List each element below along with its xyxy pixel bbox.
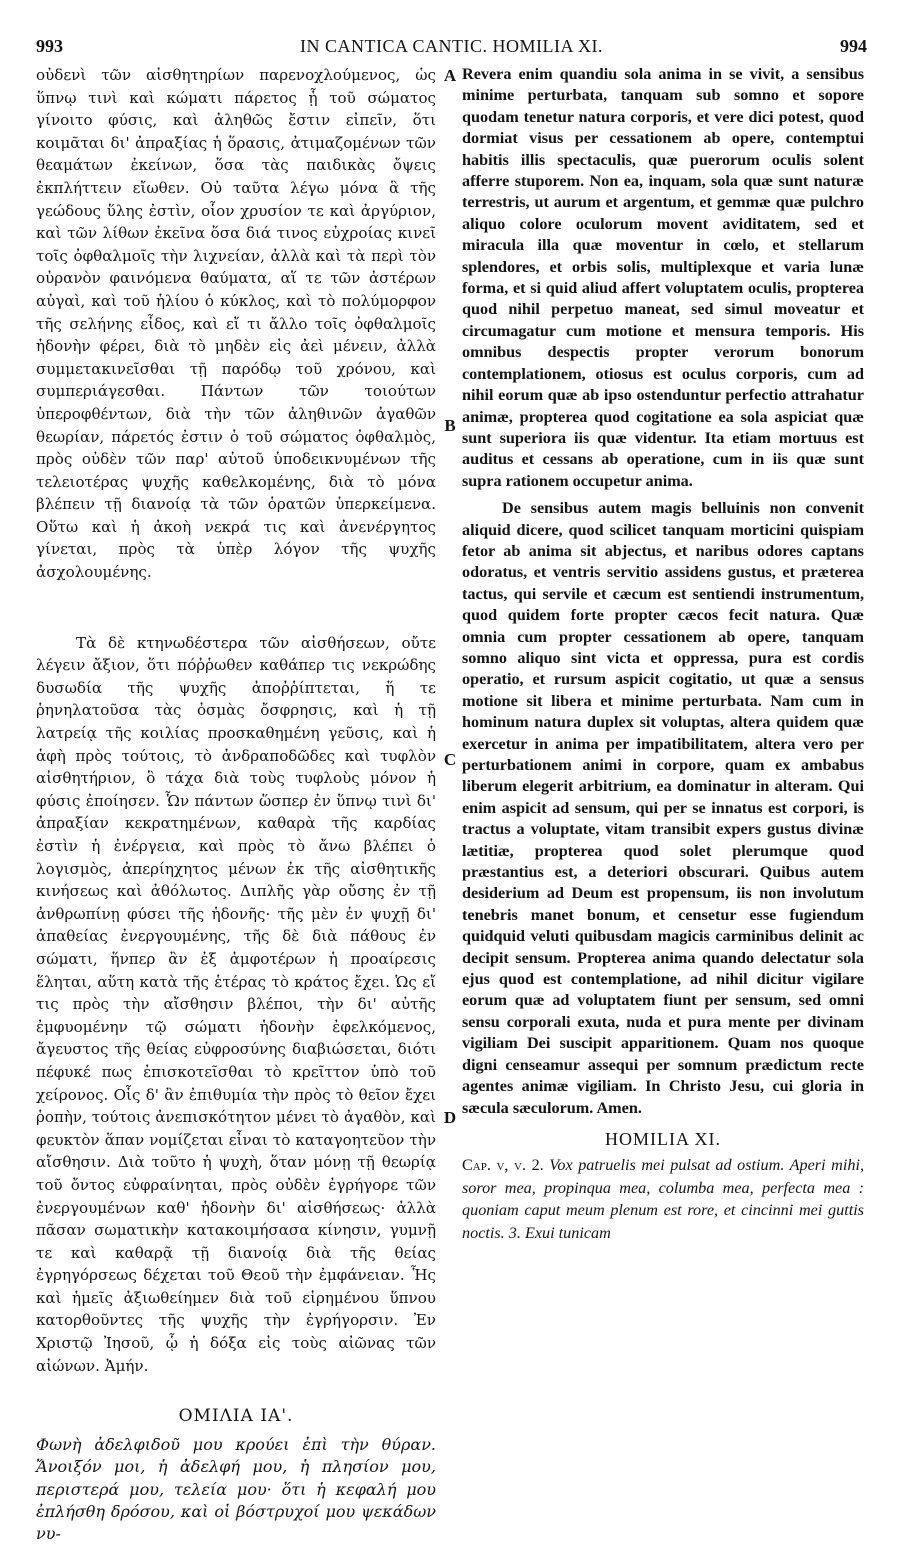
margin-marker-c: C — [443, 750, 457, 769]
margin-marker-a: A — [443, 66, 457, 85]
greek-paragraph-1: οὐδενὶ τῶν αἰσθητηρίων παρενοχλούμενος, ὡς ὕπνῳ τινὶ καὶ κώματι πάρετος ᾗ τοῦ σώματος γίνοιτο φύσις, καὶ ἀληθῶς ἔστιν εἰπεῖν, ὅτι κοιμᾶται δι' ἀπραξίας ἡ ὅρασις, ἀτιμαζομένων τῶν θεαμάτων ἐκείνων, ὅσα τὰς παιδικὰς ὄψεις ἐκπλήττειν εἴωθεν. Οὐ ταῦτα λέγω μόνα ἃ τῆς γεώδους ὕλης ἐστὶν, οἷον χρυσίον τε καὶ ἀργύριον, καὶ τῶν λίθων ἐκεῖνα ὅσα διά τινος εὐχροίας κινεῖ τοῖς ὀφθαλμοῖς τὴν λιχνείαν, ἀλλὰ καὶ τὰ περὶ τὸν οὐρανὸν φαινόμενα θαύματα, αἵ τε τῶν ἀστέρων αὐγαὶ, καὶ τοῦ ἡλίου ὁ κύκλος, καὶ τὸ πολύμορφον τῆς σελήνης εἶδος, καὶ εἴ τι ἄλλο τοῖς ὀφθαλμοῖς ἡδονὴν φέρει, διὰ τὸ μηδὲν εἰς ἀεὶ μένειν, ἀλλὰ συμμετακινεῖσθαι τῇ παρόδῳ τοῦ χρόνου, καὶ συμπεριάγεσθαι. Πάντων τῶν τοιούτων ὑπεροφθέντων, διὰ τὴν τῶν ἀληθινῶν ἀγαθῶν θεωρίαν, πάρετός ἐστιν ὁ τοῦ σώματος ὀφθαλμὸς, πρὸς οὐδὲν τῶν παρ' αὐτοῦ ὑποδεικνυμένων τῆς τελειοτέρας ψυχῆς καθελκομένης, διὰ τὸ μόνα βλέπειν τῇ διανοίᾳ τὰ τῶν ὁρατῶν ὑπερκείμενα. Οὕτω καὶ ἡ ἀκοὴ νεκρά τις καὶ ἀνενέργητος γίνεται, πρὸς τὰ ὑπὲρ λόγον τῆς ψυχῆς ἀσχολουμένης. — [36, 66, 436, 582]
latin-paragraph-2: De sensibus autem magis belluinis non convenit aliquid dicere, quod scilicet tanquam morticini quispiam fetor ab anima sit abjectus, et naribus odores captans odoratus, et ventris servitio assidens gustus, et præterea tactus, qui servile et cæcum est sentiendi instrumentum, quod quidem forte propter cæcos fecit natura. Quæ omnia cum propter cessationem ab opere, tanquam somno aliquo sint victa et oppressa, pura est cordis operatio, et rursum aspicit cogitatio, ut quæ a sensus motione sit libera et minime perturbata. Nam cum in hominum natura duplex sit voluptas, altera quidem quæ exercetur in anima per impatibilitatem, altera vero per perturbationem animi in corpore, quam ex ambabus liberum elegerit arbitrium, ea dominatur in alteram. Qui enim aspicit ad sensum, qui per se innatus est corpori, is tractus a voluptate, vitam transibit expers gustus divinæ lætitiæ, propterea quod solet plerumque quod præstantius est, a deteriori obscurari. Quibus autem desiderium ad Deum est propensum, iis non involutum tenebris manet bonum, et censetur esse fugiendum quidquid veluti quibusdam magicis carminibus delinit ac decipit sensum. Propterea anima quando delectatur sola ejus quod est contemplatione, ad nihil dicitur vigilare eorum quæ ad voluptatem fiunt per sensum, sed omni sensu corporali exuta, nuda et pura mente per divinam vigiliam Dei suscipit apparitionem. Quam nos quoque digni censeamur assequi per somnum prædictum recte agentes animæ vigiliam. In Christo Jesu, cui gloria in sæcula sæculorum. Amen. — [462, 499, 864, 1117]
latin-homily-title: HOMILIA XI. — [605, 1128, 721, 1149]
right-page-number: 994 — [840, 36, 867, 56]
greek-column — [36, 64, 436, 1546]
margin-marker-b: B — [444, 416, 456, 435]
latin-column — [462, 64, 864, 1244]
paragraph-gap — [36, 584, 436, 632]
latin-verse-reference: Cap. v, v. 2. — [462, 1156, 544, 1175]
greek-homily-title: ΟΜΙΛΙΑ ΙΑ'. — [178, 1406, 294, 1427]
margin-marker-d: D — [443, 1108, 457, 1127]
greek-verse: Φωνὴ ἀδελφιδοῦ μου κρούει ἐπὶ τὴν θύραν. Ἄνοιξόν μοι, ἡ ἀδελφή μου, ἡ πλησίον μου, περιστερά μου, τελεία μου· ὅτι ἡ κεφαλή μου ἐπλήσθη δρόσου, καὶ οἱ βόστρυχοί μου ψεκάδων νυ- — [36, 1434, 436, 1544]
left-page-number: 993 — [36, 36, 63, 56]
page-header — [36, 36, 867, 62]
latin-paragraph-1: Revera enim quandiu sola anima in se vivit, a sensibus minime perturbata, tanquam sub somno et sopore quodam tenetur natura corporis, et vere dici potest, quod dormiat visus per cessationem ab opere, contemptui habitis illis spectaculis, quæ puerorum oculis solent afferre stuporem. Non ea, inquam, sola quæ sunt naturæ terrestris, ut aurum et argentum, et gemmæ quæ pulchro aliquo colore oculorum movent aviditatem, sed et miracula illa quæ moventur in cœlo, et stellarum splendores, et orbis solis, multiplexque et varia lunæ forma, et si quid aliud affert voluptatem oculis, propterea quod nihil perpetuo maneat, sed simul moveatur et circumagatur cum motione et mensura temporis. His omnibus despectis propter verorum bonorum contemplationem, otiosus est oculus corporis, cum ad nihil eorum quæ ab ipso ostenduntur perfectio attrahatur animæ, propterea quod cogitatione ea sola aspiciat quæ sunt superiora iis quæ videntur. Ita etiam mortuus est auditus et cessans ab operatione, cum in iis quæ sunt supra rationem occupetur anima. — [462, 65, 864, 490]
latin-verse: Vox patruelis mei pulsat ad ostium. Aperi mihi, soror mea, propinqua mea, columba mea, perfecta mea : quoniam caput meum plenum est rore, et cincinni mei guttis noctis. 3. Exui tunicam — [462, 1156, 864, 1242]
running-title: IN CANTICA CANTIC. HOMILIA XI. — [300, 36, 603, 56]
latin-verse-block — [462, 1154, 864, 1244]
greek-paragraph-2: Τὰ δὲ κτηνωδέστερα τῶν αἰσθήσεων, οὔτε λέγειν ἄξιον, ὅτι πόῤῥωθεν καθάπερ τις νεκρώδης δυσωδία τῆς ψυχῆς ἀποῤῥίπτεται, ἥ τε ῥηνηλατοῦσα τὰς ὀσμὰς ὄσφρησις, καὶ ἡ τῇ λατρείᾳ τῆς κοιλίας προσκαθημένη γεῦσις, καὶ ἡ ἁφὴ πρὸς τούτοις, τὸ ἀνδραποδῶδες καὶ τυφλὸν αἰσθητήριον, ὃ τάχα διὰ τοὺς τυφλοὺς μόνον ἡ φύσις ἐποίησεν. Ὧν πάντων ὥσπερ ἐν ὕπνῳ τινὶ δι' ἀπραξίαν κεκρατημένων, καθαρὰ τῆς καρδίας ἐστὶν ἡ ἐνέργεια, καὶ πρὸς τὸ ἄνω βλέπει ὁ λογισμὸς, ἀπερίηχητος μένων ἐκ τῆς αἰσθητικῆς κινήσεως καὶ ἀθόλωτος. Διπλῆς γὰρ οὔσης ἐν τῇ ἀνθρωπίνῃ φύσει τῆς ἡδονῆς· τῆς μὲν ἐν ψυχῇ δι' ἀπαθείας ἐνεργουμένης, τῆς δὲ διὰ πάθους ἐν σώματι, ἥνπερ ἂν ἐξ ἀμφοτέρων ἡ προαίρεσις ἕληται, αὕτη κατὰ τῆς ἑτέρας τὸ κράτος ἔχει. Ὡς εἴ τις πρὸς τὴν αἴσθησιν βλέποι, τὴν δι' αὐτῆς ἐμφυομένην τῷ σώματι ἡδονὴν ἐφελκόμενος, ἄγευστος τῆς θείας εὐφροσύνης διαβιώσεται, διότι πέφυκέ πως ἐπισκοτεῖσθαι τὸ κρεῖττον ὑπὸ τοῦ χείρονος. Οἷς δ' ἂν ἐπιθυμία τὴν πρὸς τὸ θεῖον ἔχει ῥοπὴν, τούτοις ἀνεπισκότητον μένει τὸ ἀγαθὸν, καὶ φευκτὸν ἅπαν νομίζεται εἶναι τὸ καταγοητεῦον τὴν αἴσθησιν. Διὰ τοῦτο ἡ ψυχὴ, ὅταν μόνῃ τῇ θεωρίᾳ τοῦ ὄντος εὐφραίνηται, πρὸς οὐδὲν ἐγρήγορε τῶν ἐνεργουμένων καθ' ἡδονὴν δι' αἰσθήσεως· ἀλλὰ πᾶσαν σωματικὴν κατακοιμήσασα κίνησιν, γυμνῇ τε καὶ καθαρᾷ τῇ διανοίᾳ διὰ τῆς θείας ἐγρηγόρσεως δέχεται τοῦ Θεοῦ τὴν ἐμφάνειαν. Ἧς καὶ ἡμεῖς ἀξιωθείημεν διὰ τοῦ εἰρημένου ὕπνου κατορθοῦντες τῆς ψυχῆς τὴν ἐγρήγορσιν. Ἐν Χριστῷ Ἰησοῦ, ᾧ ἡ δόξα εἰς τοὺς αἰῶνας τῶν αἰώνων. Ἀμήν. — [36, 633, 436, 1375]
